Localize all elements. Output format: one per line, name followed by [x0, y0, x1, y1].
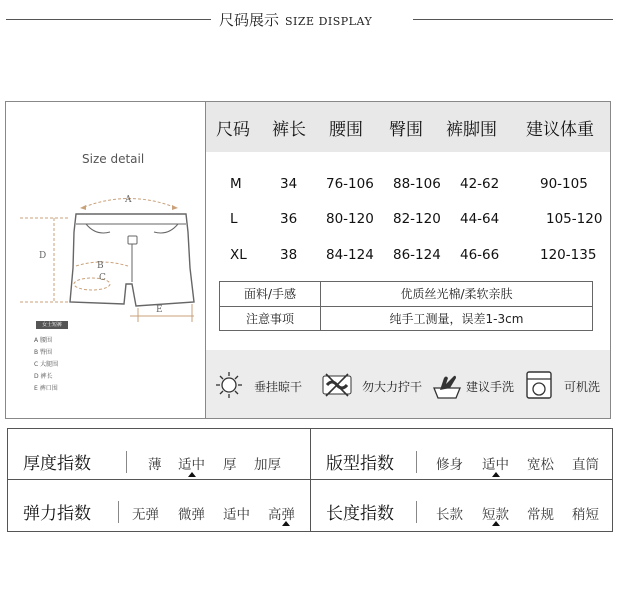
length-title: 长度指数: [326, 504, 394, 524]
fabric-value: 优质丝光棉/柔软亲肤: [400, 287, 513, 301]
thickness-option: 薄: [148, 457, 162, 473]
size-cell: 34: [280, 176, 298, 192]
size-table-header: [206, 102, 610, 152]
size-cell: 105-120: [546, 211, 603, 227]
size-cell: 42-62: [460, 176, 500, 192]
sun-icon: [214, 370, 244, 400]
length-selected-marker: [492, 521, 500, 526]
diagram-marker-c: C: [99, 273, 106, 283]
shorts-illustration: [6, 172, 206, 322]
thickness-option: 厚: [223, 457, 237, 473]
size-diagram: [6, 102, 206, 418]
col-header-length: 裤长: [272, 120, 306, 140]
diagram-marker-a: A: [125, 195, 132, 205]
length-option: 稍短: [572, 507, 599, 523]
index-separator: [118, 501, 119, 523]
size-table-area: [206, 102, 610, 418]
legend-item: D 裤长: [34, 373, 53, 380]
index-table: [7, 428, 613, 532]
diagram-marker-e: E: [156, 305, 163, 315]
col-header-size: 尺码: [216, 120, 250, 140]
col-header-waist: 腰围: [329, 120, 363, 140]
diagram-marker-b: B: [97, 261, 104, 271]
size-cell: 82-120: [393, 211, 441, 227]
size-cell: 88-106: [393, 176, 441, 192]
fit-option: 宽松: [527, 457, 554, 473]
fit-selected-marker: [492, 472, 500, 477]
length-option: 短款: [482, 507, 509, 523]
size-cell: 90-105: [540, 176, 588, 192]
legend-item: A 腰围: [34, 337, 53, 344]
section-title-cn: 尺码展示: [219, 11, 280, 29]
care-instructions: [206, 350, 610, 418]
length-option: 常规: [527, 507, 554, 523]
fit-option: 直筒: [572, 457, 599, 473]
index-divider-vertical: [310, 429, 311, 531]
legend-item: E 裤口围: [34, 385, 58, 392]
fit-title: 版型指数: [326, 454, 394, 474]
index-separator: [126, 451, 127, 473]
size-cell: 44-64: [460, 211, 500, 227]
legend-tag: 女士短裤: [36, 321, 68, 329]
care-label-machine-wash: 可机洗: [564, 380, 601, 394]
notice-label: 注意事项: [220, 307, 321, 331]
size-cell: 38: [280, 247, 298, 263]
section-title: [219, 9, 399, 30]
size-cell: 84-124: [326, 247, 374, 263]
section-title-en: SIZE DISPLAY: [285, 15, 373, 28]
diagram-marker-d: D: [39, 251, 47, 261]
size-cell: 120-135: [540, 247, 597, 263]
machine-wash-icon: [524, 370, 554, 400]
elasticity-title: 弹力指数: [23, 504, 91, 524]
legend-item: B 臀围: [34, 349, 53, 356]
size-cell: 46-66: [460, 247, 500, 263]
header-rule-right: [413, 19, 613, 20]
elasticity-option: 微弹: [178, 507, 205, 523]
size-cell: 86-124: [393, 247, 441, 263]
col-header-weight: 建议体重: [526, 120, 594, 140]
size-cell: M: [230, 176, 242, 192]
size-detail-label: Size detail: [82, 152, 145, 166]
index-separator: [416, 451, 417, 473]
care-label-no-wring: 勿大力拧干: [362, 380, 423, 394]
material-table: [219, 281, 593, 331]
thickness-option: 加厚: [254, 457, 281, 473]
elasticity-option: 高弹: [268, 507, 295, 523]
size-cell: XL: [230, 247, 247, 263]
size-cell: 76-106: [326, 176, 374, 192]
care-label-hang-dry: 垂挂晾干: [254, 380, 303, 394]
size-cell: 36: [280, 211, 298, 227]
size-cell: L: [230, 211, 238, 227]
notice-value: 纯手工测量，误差1-3cm: [389, 312, 524, 326]
col-header-leg-opening: 裤脚围: [446, 120, 497, 140]
fabric-label: 面料/手感: [220, 282, 321, 306]
legend-item: C 大腿围: [34, 361, 59, 368]
notice-row: [220, 306, 592, 331]
fit-option: 修身: [436, 457, 463, 473]
care-label-hand-wash: 建议手洗: [466, 380, 515, 394]
material-row: [220, 282, 592, 306]
hand-wash-icon: [432, 370, 462, 400]
elasticity-option: 适中: [223, 507, 250, 523]
index-separator: [416, 501, 417, 523]
header-rule-left: [6, 19, 211, 20]
elasticity-selected-marker: [282, 521, 290, 526]
thickness-option: 适中: [178, 457, 205, 473]
fit-option: 适中: [482, 457, 509, 473]
col-header-hip: 臀围: [389, 120, 423, 140]
thickness-selected-marker: [188, 472, 196, 477]
no-wring-icon: [322, 370, 352, 400]
size-panel: [5, 101, 611, 419]
length-option: 长款: [436, 507, 463, 523]
elasticity-option: 无弹: [132, 507, 159, 523]
thickness-title: 厚度指数: [23, 454, 91, 474]
size-cell: 80-120: [326, 211, 374, 227]
